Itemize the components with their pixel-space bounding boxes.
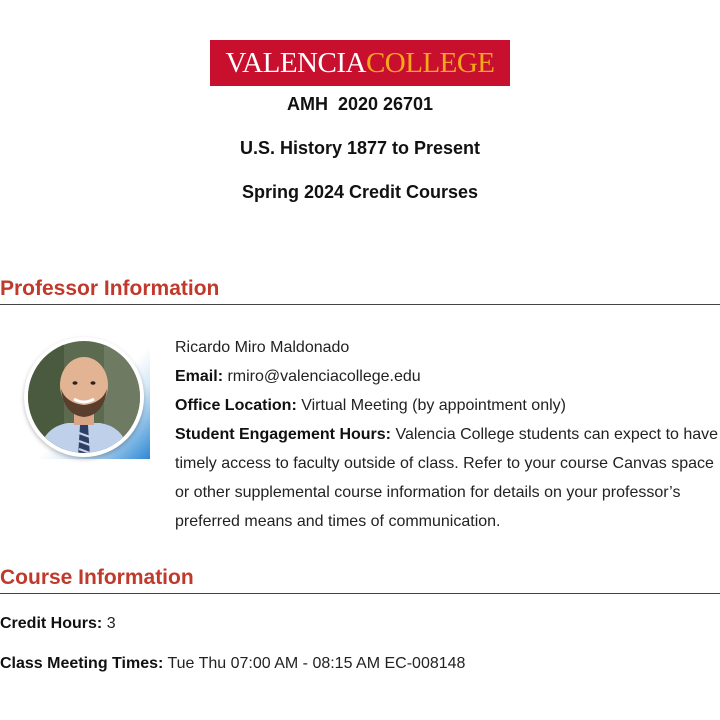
meeting-times-value: Tue Thu 07:00 AM - 08:15 AM EC-008148 [167,655,466,672]
portrait-illustration [24,337,144,457]
section-divider [0,304,720,305]
engagement-hours-text: Valencia College students can expect to have timely access to faculty outside of class. Refer to your course Canvas space or other supplemental course information for details on your professor’s preferred means and times of communication. [175,426,719,530]
logo-text-college: COLLEGE [365,46,495,79]
course-title: U.S. History 1877 to Present [239,138,481,158]
course-section-title: Course Information [0,566,194,589]
engagement-hours-label: Student Engagement Hours: [175,426,392,443]
logo-text-valencia: VALENCIA [225,46,366,79]
email-row [175,362,720,391]
avatar [24,337,144,457]
office-row [175,391,720,420]
section-divider [0,593,720,594]
professor-section-title: Professor Information [0,277,220,300]
term-heading: Spring 2024 Credit Courses [241,182,479,202]
professor-name: Ricardo Miro Maldonado [175,339,350,356]
meeting-times-row [0,655,465,673]
professor-photo [24,333,150,459]
credit-hours-row [0,615,116,633]
college-logo [210,40,510,86]
meeting-times-label: Class Meeting Times: [0,655,164,672]
professor-details [175,333,720,536]
office-value: Virtual Meeting (by appointment only) [301,397,566,414]
engagement-hours-row [175,420,720,536]
office-label: Office Location: [175,397,297,414]
email-label: Email: [175,368,224,385]
email-value: rmiro@valenciacollege.edu [227,368,421,385]
credit-hours-value: 3 [106,615,116,632]
credit-hours-label: Credit Hours: [0,615,103,632]
course-code: AMH 2020 26701 [286,94,434,114]
